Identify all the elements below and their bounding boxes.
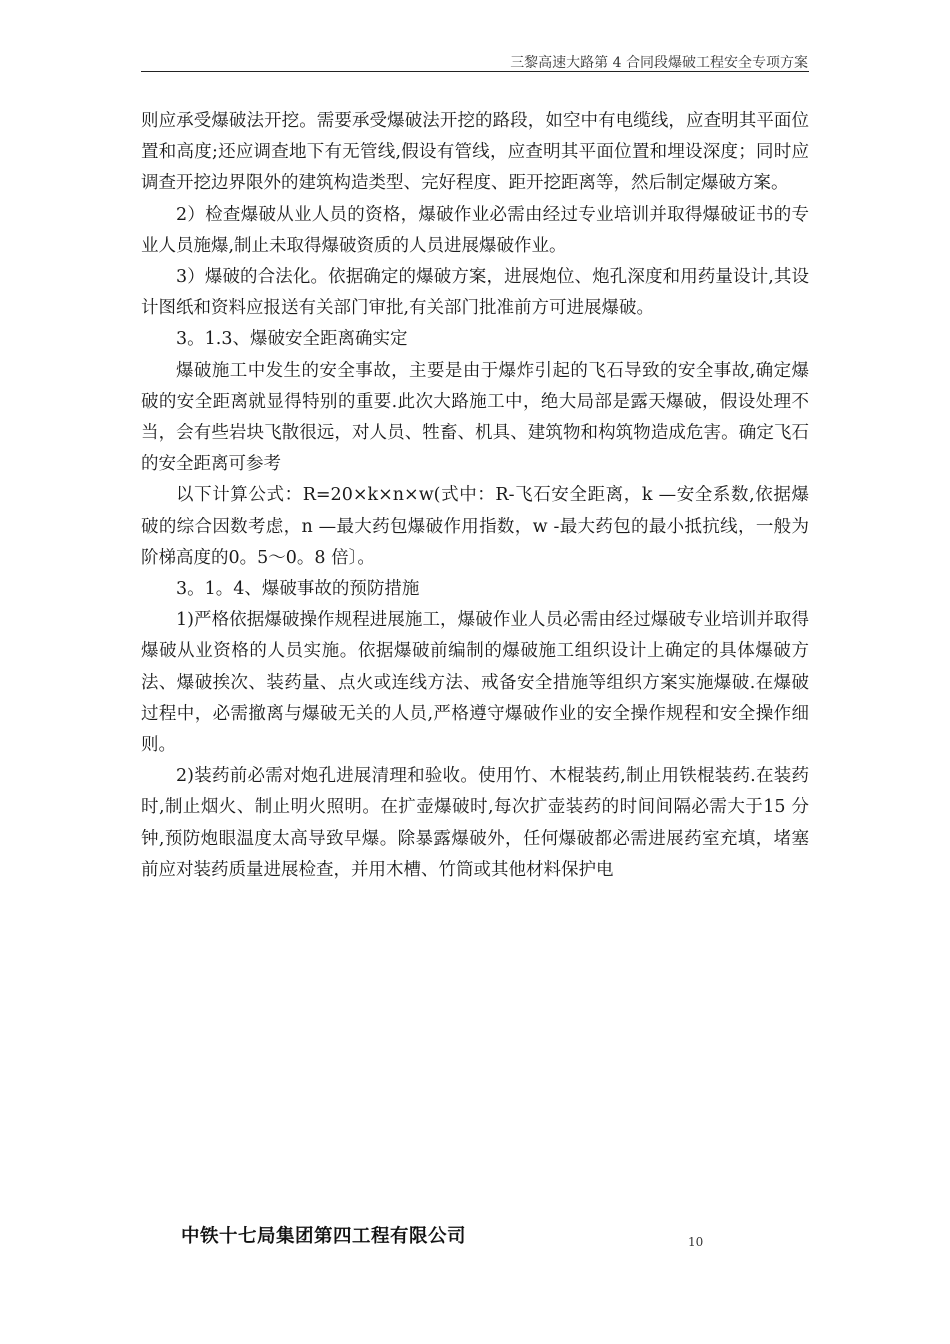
footer-company-name: 中铁十七局集团第四工程有限公司 [181,1226,467,1247]
paragraph-flying-rock: 爆破施工中发生的安全事故，主要是由于爆炸引起的飞石导致的安全事故,确定爆破的安全距离就显得特别的重要.此次大路施工中，绝大局部是露天爆破，假设处理不当，会有些岩块飞散很远，对人员、牲畜、机具、建筑物和构筑物造成危害。确定飞石的安全距离可参考 [141,360,809,475]
paragraph-item-3: 3）爆破的合法化。依据确定的爆破方案，进展炮位、炮孔深度和用药量设计,其设计图纸和资料应报送有关部门审批,有关部门批准前方可进展爆破。 [141,267,809,319]
page-number: 10 [688,1235,704,1249]
paragraph-item-2: 2）检查爆破从业人员的资格，爆破作业必需由经过专业培训并取得爆破证书的专业人员施爆,制止未取得爆破资质的人员进展爆破作业。 [141,204,809,256]
header-title: 三黎高速大路第 4 合同段爆破工程安全专项方案 [510,55,808,71]
paragraph-continuation: 则应承受爆破法开挖。需要承受爆破法开挖的路段，如空中有电缆线，应查明其平面位置和高度;还应调查地下有无管线,假设有管线，应查明其平面位置和埋设深度；同时应调查开挖边界限外的建筑构造类型、完好程度、距开挖距离等，然后制定爆破方案。 [141,111,809,194]
header-divider [141,71,809,72]
paragraph-formula: 以下计算公式：R=20×k×n×w(式中：R-飞石安全距离，k —安全系数,依据爆破的综合因数考虑，n —最大药包爆破作用指数，w -最大药包的最小抵抗线，一般为阶梯高度的0。5～0。8 倍〕。 [141,485,809,568]
section-heading-3-1-3: 3。1.3、爆破安全距离确实定 [176,329,408,350]
section-heading-3-1-4: 3。1。4、爆破事故的预防措施 [176,579,420,600]
paragraph-measure-1: 1)严格依据爆破操作规程进展施工，爆破作业人员必需由经过爆破专业培训并取得爆破从业资格的人员实施。依据爆破前编制的爆破施工组织设计上确定的具体爆破方法、爆破挨次、装药量、点火或连线方法、戒备安全措施等组织方案实施爆破.在爆破过程中，必需撤离与爆破无关的人员,严格遵守爆破作业的安全操作规程和安全操作细则。 [141,610,809,756]
document-body [141,106,809,886]
paragraph-measure-2: 2)装药前必需对炮孔进展清理和验收。使用竹、木棍装药,制止用铁棍装药.在装药时,制止烟火、制止明火照明。在扩壶爆破时,每次扩壶装药的时间间隔必需大于15 分钟,预防炮眼温度太高导致早爆。除暴露爆破外，任何爆破都必需进展药室充填，堵塞前应对装药质量进展检查，并用木槽、竹筒或其他材料保护电 [141,766,809,880]
